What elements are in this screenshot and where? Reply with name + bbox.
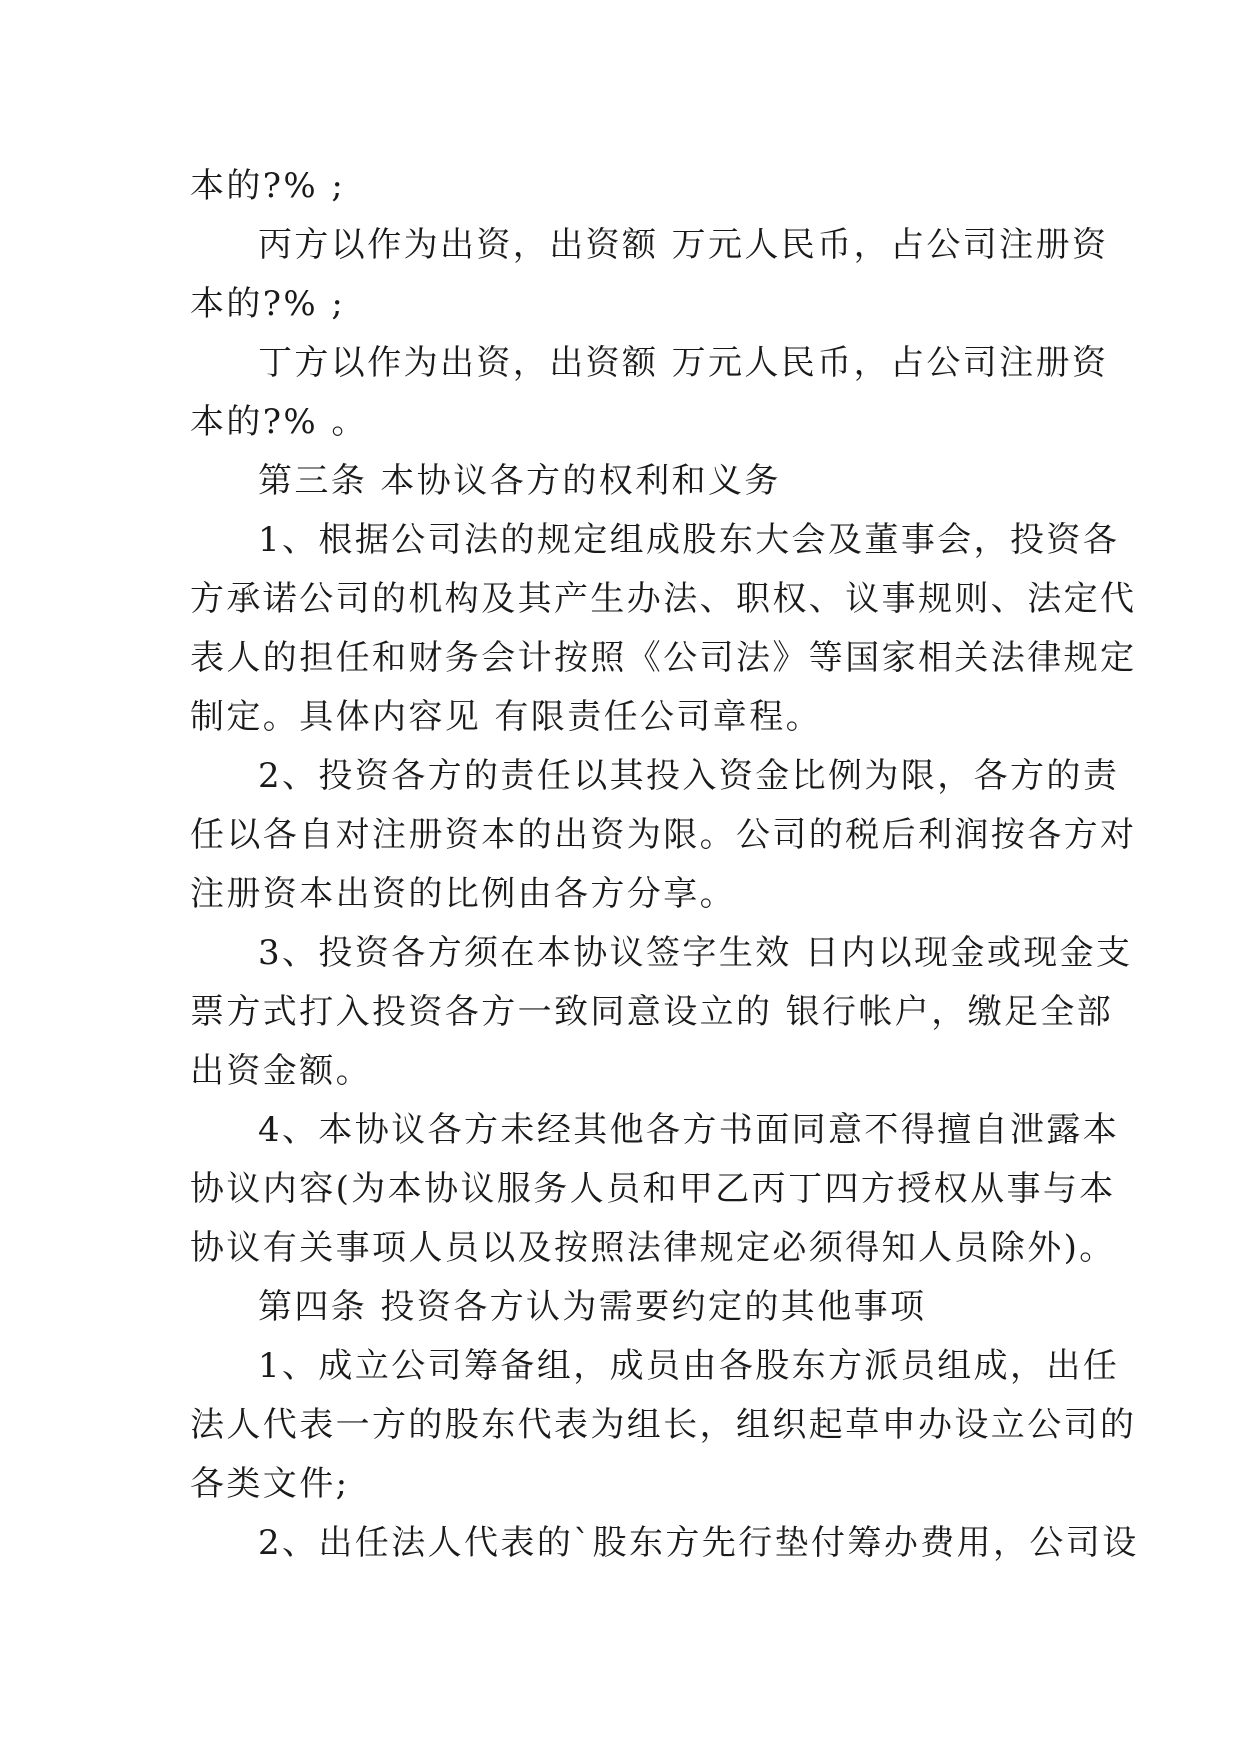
- text-line: 丙方以作为出资，出资额 万元人民币，占公司注册资: [258, 225, 1109, 265]
- text-line: 协议内容(为本协议服务人员和甲乙丙丁四方授权从事与本: [190, 1169, 1116, 1209]
- text-line: 1、成立公司筹备组，成员由各股东方派员组成，出任: [258, 1346, 1120, 1386]
- text-line: 本的?% 。: [190, 402, 368, 442]
- section-heading: 第三条 本协议各方的权利和义务: [258, 461, 781, 501]
- text-line: 2、投资各方的责任以其投入资金比例为限，各方的责: [258, 756, 1120, 796]
- text-line: 4、本协议各方未经其他各方书面同意不得擅自泄露本: [258, 1110, 1120, 1150]
- section-heading: 第四条 投资各方认为需要约定的其他事项: [258, 1287, 927, 1327]
- text-line: 票方式打入投资各方一致同意设立的 银行帐户，缴足全部: [190, 992, 1114, 1032]
- text-line: 协议有关事项人员以及按照法律规定必须得知人员除外)。: [190, 1228, 1116, 1268]
- text-line: 注册资本出资的比例由各方分享。: [190, 874, 736, 914]
- text-line: 1、根据公司法的规定组成股东大会及董事会，投资各: [258, 520, 1120, 560]
- text-line: 任以各自对注册资本的出资为限。公司的税后利润按各方对: [190, 815, 1137, 855]
- text-line: 2、出任法人代表的`股东方先行垫付筹办费用，公司设: [258, 1523, 1139, 1563]
- text-line: 各类文件;: [190, 1464, 350, 1504]
- text-line: 法人代表一方的股东代表为组长，组织起草申办设立公司的: [190, 1405, 1137, 1445]
- text-line: 表人的担任和财务会计按照《公司法》等国家相关法律规定: [190, 638, 1137, 678]
- text-line: 出资金额。: [190, 1051, 372, 1091]
- text-line: 方承诺公司的机构及其产生办法、职权、议事规则、法定代: [190, 579, 1137, 619]
- text-line: 丁方以作为出资，出资额 万元人民币，占公司注册资: [258, 343, 1109, 383]
- text-line: 制定。具体内容见 有限责任公司章程。: [190, 697, 823, 737]
- text-line: 本的?% ;: [190, 284, 346, 324]
- text-line: 本的?% ;: [190, 166, 346, 206]
- text-line: 3、投资各方须在本协议签字生效 日内以现金或现金支: [258, 933, 1133, 973]
